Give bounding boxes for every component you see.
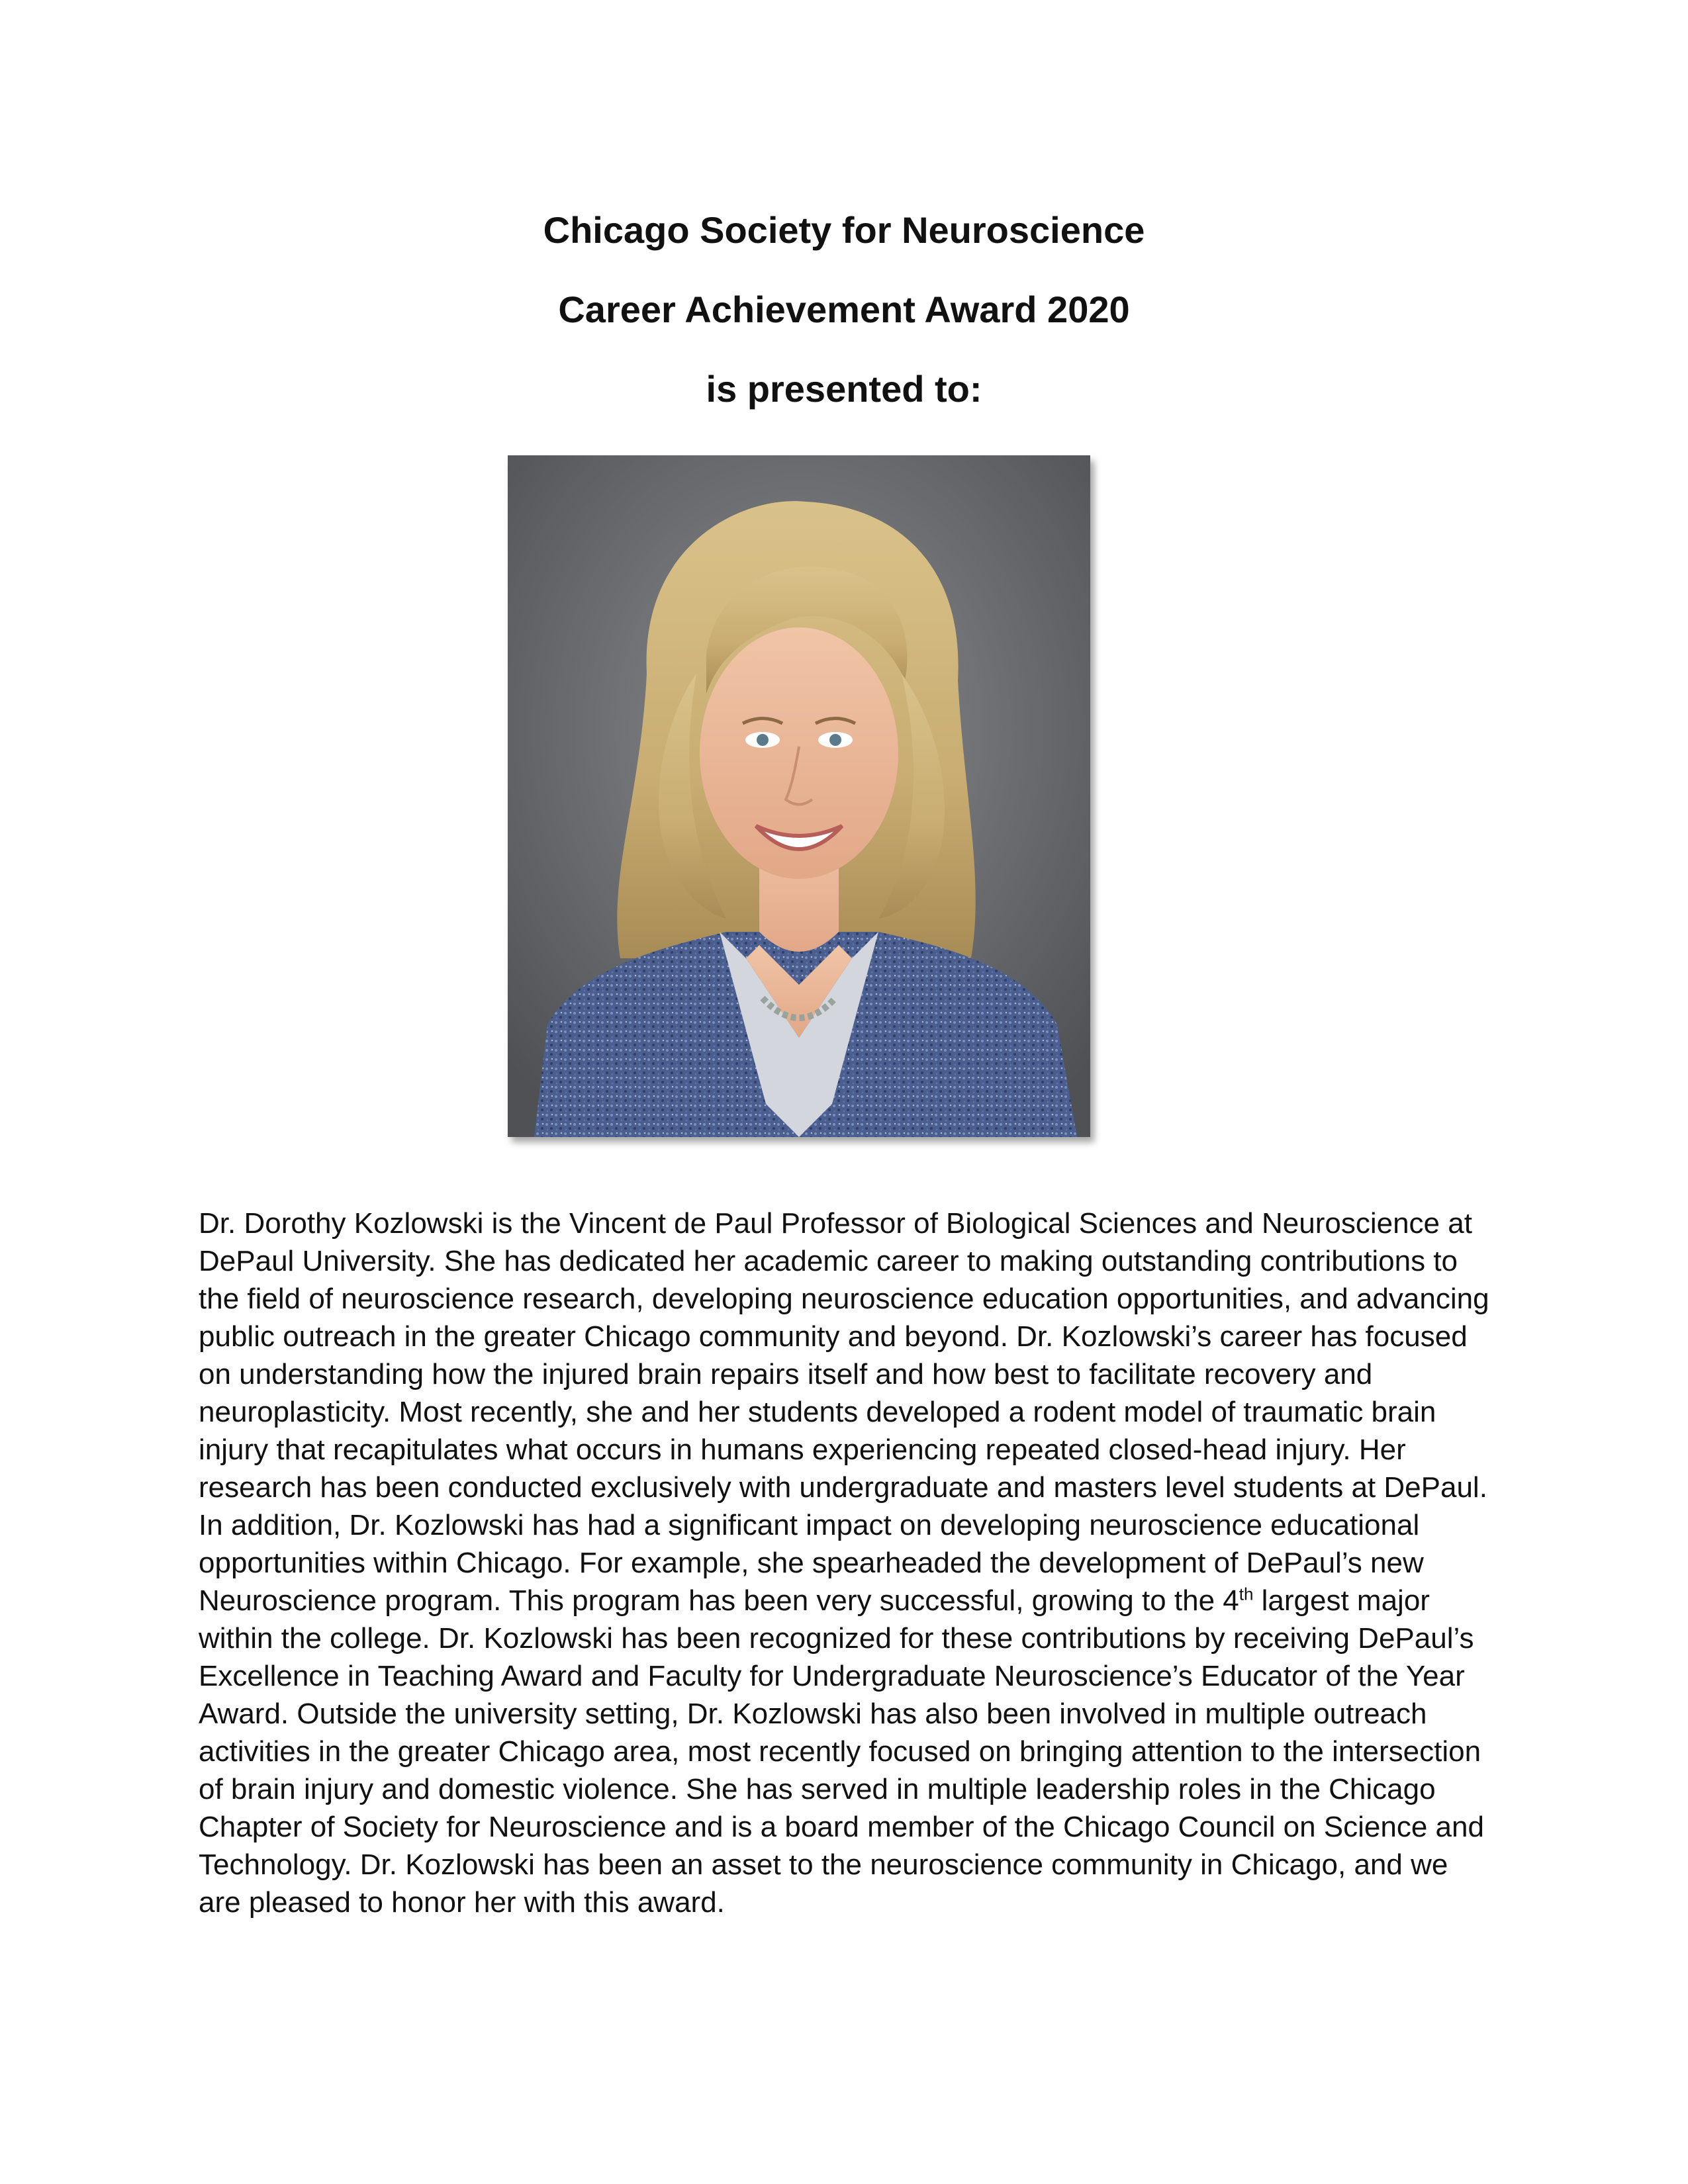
award-title: Career Achievement Award 2020 [558,289,1130,330]
ordinal-superscript: th [1239,1584,1254,1604]
presented-to-line: is presented to: [706,368,982,410]
honoree-portrait [508,455,1090,1137]
honoree-biography [199,1205,1496,1921]
society-title: Chicago Society for Neuroscience [543,209,1145,251]
bio-text-part-2: largest major within the college. Dr. Kozlowski has been recognized for these contributions by receiving DePaul’s Excellence in Teaching Award and Faculty for Undergraduate Neuroscience’s Educator of the Year Award. Outside the university setting, Dr. Kozlowski has also been involved in multiple outreach activities in the greater Chicago area, most recently focused on bringing attention to the intersection of brain injury and domestic violence. She has served in multiple leadership roles in the Chicago Chapter of Society for Neuroscience and is a board member of the Chicago Council on Science and Technology. Dr. Kozlowski has been an asset to the neuroscience community in Chicago, and we are pleased to honor her with this award. [199,1584,1484,1919]
award-heading [0,191,1688,429]
bio-text-part-1: Dr. Dorothy Kozlowski is the Vincent de Paul Professor of Biological Sciences and Neuroscience at DePaul University. She has dedicated her academic career to making outstanding contributions to the field of neuroscience research, developing neuroscience education opportunities, and advancing public outreach in the greater Chicago community and beyond. Dr. Kozlowski’s career has focused on understanding how the injured brain repairs itself and how best to facilitate recovery and neuroplasticity. Most recently, she and her students developed a rodent model of traumatic brain injury that recapitulates what occurs in humans experiencing repeated closed-head injury. Her research has been conducted exclusively with undergraduate and masters level students at DePaul. In addition, Dr. Kozlowski has had a significant impact on developing neuroscience educational opportunities within Chicago. For example, she spearheaded the development of DePaul’s new Neuroscience program. This program has been very successful, growing to the 4 [199,1207,1489,1617]
portrait-illustration [508,455,1090,1137]
